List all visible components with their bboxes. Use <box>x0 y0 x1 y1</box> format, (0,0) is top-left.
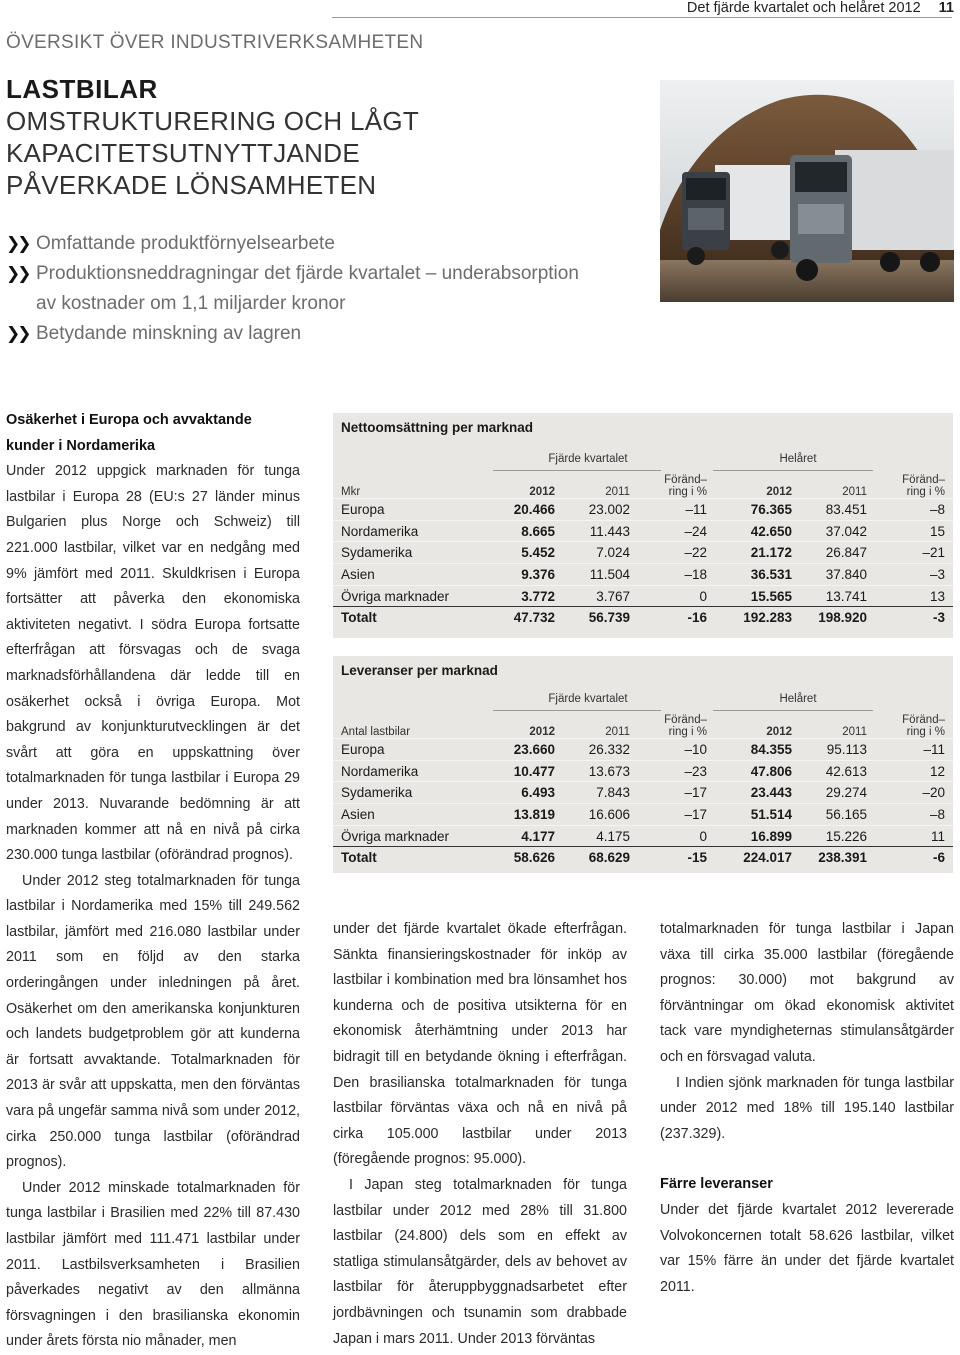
table-row: Övriga marknader 4.177 4.175 0 16.899 15.226 11 <box>333 825 953 847</box>
table-row: Asien 9.376 11.504 –18 36.531 37.840 –3 <box>333 564 953 586</box>
group-header-year: Helåret <box>779 693 817 705</box>
paragraph: I Indien sjönk marknaden för tunga lastbilar under 2012 med 18% till 195.140 lastbilar (237.329). <box>660 1074 954 1142</box>
paragraph: totalmarknaden för tunga lastbilar i Japan växa till cirka 35.000 lastbilar (föregående prognos: 30.000) mot bakgrund av förväntningar om ökad ekonomisk aktivitet tack vare myndigheternas stimulansåtgärder och en försvagad valuta. <box>660 921 954 1065</box>
table-row: Nordamerika 10.477 13.673 –23 47.806 42.613 12 <box>333 760 953 782</box>
truck-photo-illustration <box>660 80 954 302</box>
column-header: Antal lastbilar <box>341 726 411 738</box>
group-header-quarter: Fjärde kvartalet <box>548 453 628 465</box>
header-rule <box>332 17 952 18</box>
running-title: Det fjärde kvartalet och helåret 2012 <box>686 0 921 16</box>
table-row: Europa 23.660 26.332 –10 84.355 95.113 –11 <box>333 739 953 761</box>
column-left <box>6 408 300 1355</box>
group-rule <box>713 710 873 711</box>
paragraph: under det fjärde kvartalet ökade efterfrågan. Sänkta finansieringskostnader för inköp av lastbilar i kombination med bra lönsamhet hos kunderna och de positiva utsikterna för en ekonomisk återhämtning under 2013 har bidragit till en betydande ökning i efterfrågan. Den brasilianska totalmarknaden för tunga lastbilar förväntas växa och nå en nivå på cirka 105.000 lastbilar under 2013 (föregående prognos: 95.000). <box>333 921 627 1168</box>
table-row: Övriga marknader 3.772 3.767 0 15.565 13.741 13 <box>333 585 953 607</box>
column-header: 2011 <box>605 486 630 498</box>
bullet-item: ❯❯ Betydande minskning av lagren <box>6 323 302 344</box>
column-header: Föränd– ring i % <box>902 714 945 738</box>
table-row: Nordamerika 8.665 11.443 –24 42.650 37.042 15 <box>333 520 953 542</box>
bullet-item: ❯❯ Omfattande produktförnyelsearbete <box>6 233 335 254</box>
title-line-1: OMSTRUKTURERING OCH LÅGT <box>6 106 420 136</box>
paragraph: Under 2012 minskade totalmarknaden för tunga lastbilar i Brasilien med 22% till 87.430 lastbilar jämfört med 111.471 lastbilar under 2011. Lastbilsverksamheten i Brasilien påverkades negativt av den allmänna försvagningen i den brasilianska ekonomin under årets första nio månader, men <box>6 1179 300 1350</box>
title-line-2: KAPACITETSUTNYTTJANDE <box>6 138 360 168</box>
net-sales-data <box>333 474 953 628</box>
group-header-year: Helåret <box>779 453 817 465</box>
column-header: Föränd– ring i % <box>902 474 945 498</box>
bullet-item: ❯❯ Produktionsneddragningar det fjärde kvartalet – underabsorption <box>6 263 579 284</box>
group-header-quarter: Fjärde kvartalet <box>548 693 628 705</box>
column-header: 2012 <box>766 726 792 738</box>
column-header: 2011 <box>605 726 630 738</box>
section-label: ÖVERSIKT ÖVER INDUSTRIVERKSAMHETEN <box>6 32 424 53</box>
group-rule <box>493 710 661 711</box>
table-title: Nettoomsättning per marknad <box>341 420 534 435</box>
double-chevron-icon: ❯❯ <box>6 234 29 253</box>
group-rule <box>493 470 661 471</box>
double-chevron-icon: ❯❯ <box>6 264 29 283</box>
column-header: 2012 <box>766 486 792 498</box>
page-number: 11 <box>938 0 954 16</box>
table-row: Sydamerika 5.452 7.024 –22 21.172 26.847 –21 <box>333 542 953 564</box>
column-middle <box>333 917 627 1352</box>
subheading-deliveries: Färre leveranser <box>660 1176 773 1193</box>
deliveries-data <box>333 714 953 868</box>
bullet-continuation: av kostnader om 1,1 miljarder kronor <box>36 293 346 314</box>
table-header-row <box>333 714 953 739</box>
column-right <box>660 917 954 1300</box>
column-header: 2012 <box>529 486 555 498</box>
column-header: Föränd– ring i % <box>664 714 707 738</box>
column-header: 2012 <box>529 726 555 738</box>
title-line-3: PÅVERKADE LÖNSAMHETEN <box>6 170 377 200</box>
table-title: Leveranser per marknad <box>341 663 498 678</box>
double-chevron-icon: ❯❯ <box>6 324 29 343</box>
table-total-row: Totalt 58.626 68.629 -15 224.017 238.391 -6 <box>333 847 953 868</box>
column-header: Mkr <box>341 486 361 498</box>
page-title: LASTBILAR <box>6 74 158 104</box>
paragraph: Under det fjärde kvartalet 2012 levererade Volvokoncernen totalt 58.626 lastbilar, vilket var 15% färre än under det fjärde kvartalet 2011. <box>660 1201 954 1295</box>
paragraph: I Japan steg totalmarknaden för tunga lastbilar under 2012 med 28% till 31.800 lastbilar (24.800) dels som en effekt av statliga stimulansåtgärder, dels av behovet av lastbilar för återuppbyggnadsarbetet efter jordbävningen och tsunamin som drabbade Japan i mars 2011. Under 2013 förväntas <box>333 1176 627 1347</box>
table-row: Asien 13.819 16.606 –17 51.514 56.165 –8 <box>333 804 953 826</box>
running-head <box>330 0 954 14</box>
column-header: 2011 <box>842 726 867 738</box>
subheading-europe: Osäkerhet i Europa och avvaktande kunder i Nordamerika <box>6 412 252 454</box>
net-sales-table <box>333 413 953 638</box>
group-rule <box>713 470 873 471</box>
table-row: Europa 20.466 23.002 –11 76.365 83.451 –8 <box>333 499 953 521</box>
paragraph: Under 2012 steg totalmarknaden för tunga lastbilar i Nordamerika med 15% till 249.562 lastbilar, jämfört med 216.080 lastbilar under 2011 som en följd av den starka orderingången under inledningen på året. Osäkerhet om den amerikanska konjunkturen och landets budgetproblem gör att kunderna är fortsatt avvaktande. Totalmarknaden för 2013 är svår att uppskatta, men den förväntas vara på ungefär samma nivå som under 2012, cirka 250.000 tunga lastbilar (oförändrad prognos). <box>6 872 300 1171</box>
truck-photo <box>660 80 954 302</box>
deliveries-table <box>333 656 953 873</box>
column-header: Föränd– ring i % <box>664 474 707 498</box>
spacer <box>660 1147 954 1172</box>
table-total-row: Totalt 47.732 56.739 -16 192.283 198.920 -3 <box>333 607 953 628</box>
table-row: Sydamerika 6.493 7.843 –17 23.443 29.274 –20 <box>333 782 953 804</box>
column-header: 2011 <box>842 486 867 498</box>
paragraph: Under 2012 uppgick marknaden för tunga lastbilar i Europa 28 (EU:s 27 länder minus Bulgarien plus Norge och Schweiz) till 221.000 lastbilar, vilket var en nedgång med 9% jämfört med 2011. Skuldkrisen i Europa fortsätter att påverka den ekonomiska aktiviteten negativt. I södra Europa fortsatte efterfrågan att försvagas och de svaga marknadsförhållandena där ledde till en osäkerhet också i övriga Europa. Mot bakgrund av konjunkturutvecklingen är det svårt att göra en uppskattning över totalmarknaden för tunga lastbilar i Europa 29 under 2013. Nuvarande bedömning är att marknaden kommer att nå en nivå på cirka 230.000 tunga lastbilar (oförändrad prognos). <box>6 463 300 864</box>
table-header-row <box>333 474 953 499</box>
